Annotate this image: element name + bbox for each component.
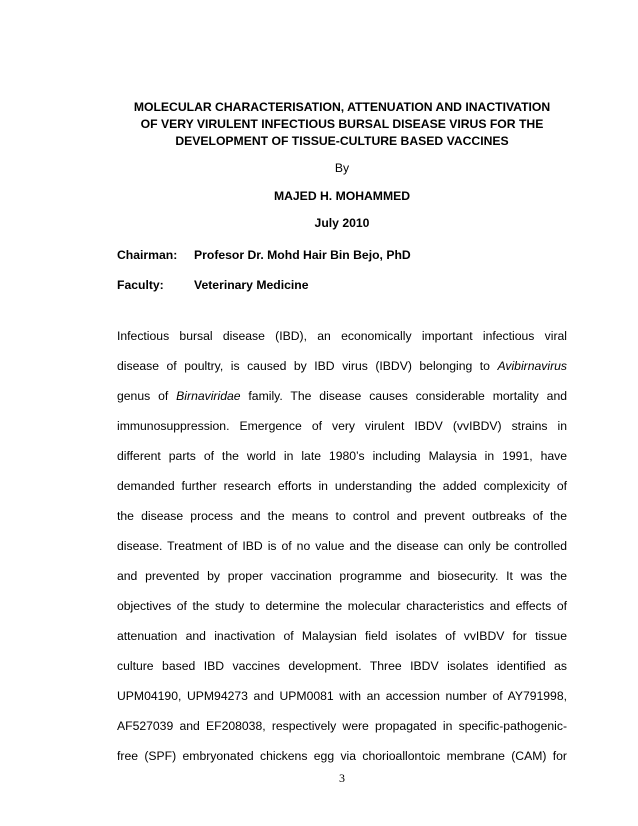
abstract-line: objectives of the study to determine the molecular characteristics and effects of <box>117 599 567 613</box>
abstract-line: UPM04190, UPM94273 and UPM0081 with an accession number of AY791998, <box>117 689 567 703</box>
faculty-value: Veterinary Medicine <box>194 278 309 292</box>
abstract-line: different parts of the world in late 1980’s including Malaysia in 1991, have <box>117 449 567 463</box>
abstract-line: attenuation and inactivation of Malaysian field isolates of vvIBDV for tissue <box>117 629 567 643</box>
abstract-line: genus of Birnaviridae family. The disease causes considerable mortality and <box>117 389 567 403</box>
page-number: 3 <box>339 771 345 785</box>
abstract-line: the disease process and the means to control and prevent outbreaks of the <box>117 509 567 523</box>
abstract-line: demanded further research efforts in understanding the added complexicity of <box>117 479 567 493</box>
abstract-line: culture based IBD vaccines development. Three IBDV isolates identified as <box>117 659 567 673</box>
family-italic: Birnaviridae <box>176 389 241 403</box>
abstract-body <box>117 326 567 776</box>
title-line: OF VERY VIRULENT INFECTIOUS BURSAL DISEASE VIRUS FOR THE <box>140 117 544 131</box>
chairman-row <box>117 248 411 262</box>
faculty-label: Faculty: <box>117 278 164 292</box>
abstract-line: disease of poultry, is caused by IBD virus (IBDV) belonging to Avibirnavirus <box>117 359 567 373</box>
abstract-line: immunosuppression. Emergence of very virulent IBDV (vvIBDV) strains in <box>117 419 567 433</box>
by-label: By <box>334 161 350 175</box>
title-line: DEVELOPMENT OF TISSUE-CULTURE BASED VACCINES <box>175 134 509 148</box>
genus-italic: Avibirnavirus <box>497 359 567 373</box>
title-line: MOLECULAR CHARACTERISATION, ATTENUATION AND INACTIVATION <box>133 100 551 114</box>
chairman-label: Chairman: <box>117 248 178 262</box>
chairman-value: Profesor Dr. Mohd Hair Bin Bejo, PhD <box>194 248 411 262</box>
abstract-line: Infectious bursal disease (IBD), an economically important infectious viral <box>117 329 567 343</box>
thesis-title <box>117 99 567 150</box>
faculty-row <box>117 278 308 292</box>
abstract-line: disease. Treatment of IBD is of no value and the disease can only be controlled <box>117 539 567 553</box>
abstract-line: and prevented by proper vaccination programme and biosecurity. It was the <box>117 569 567 583</box>
abstract-line: AF527039 and EF208038, respectively were propagated in specific-pathogenic- <box>117 719 567 733</box>
abstract-line: free (SPF) embryonated chickens egg via chorioallontoic membrane (CAM) for <box>117 749 567 763</box>
author-name: MAJED H. MOHAMMED <box>273 189 411 203</box>
thesis-date: July 2010 <box>314 216 370 230</box>
